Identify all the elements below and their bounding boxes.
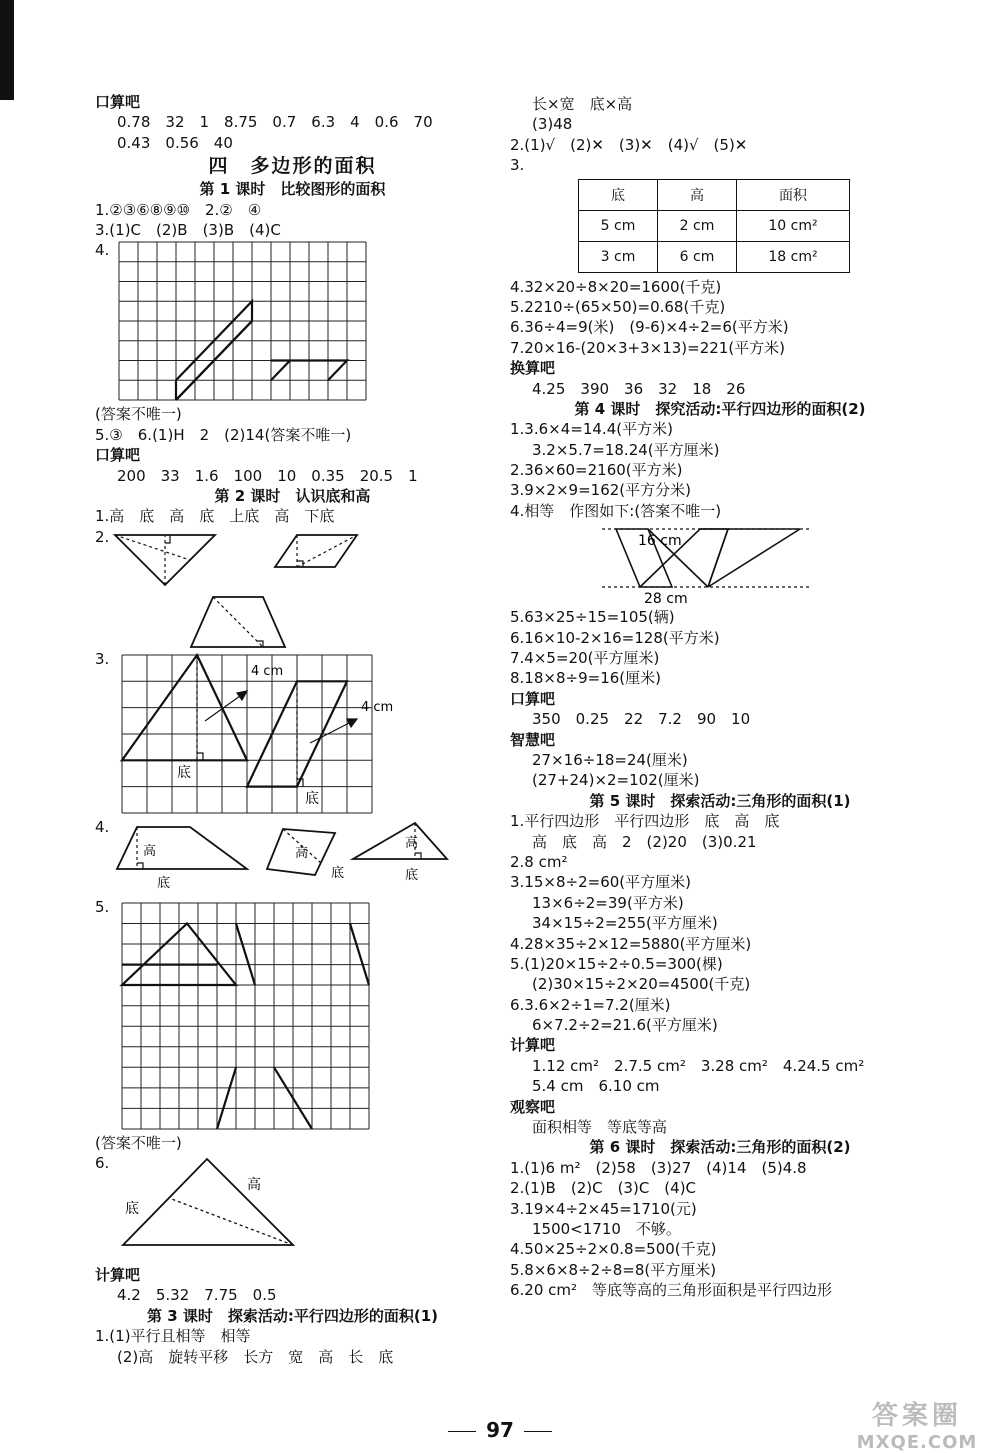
answer-line: 4.32×20÷8×20=1600(千克) (510, 277, 722, 296)
lesson-title: 第 1 课时 比较图形的面积 (199, 180, 386, 199)
note-line: (答案不唯一) (95, 1133, 182, 1152)
answer-line: 高 底 高 2 (2)20 (3)0.21 (532, 832, 757, 851)
question-number: 4. (95, 241, 110, 260)
table-cell: 18 cm² (737, 241, 850, 272)
label-height-2: 高 (295, 845, 309, 861)
answer-line: 2.36×60=2160(平方米) (510, 461, 683, 480)
section-title-mental-math: 口算吧 (95, 446, 141, 465)
answer-line: 3.19×4÷2×45=1710(元) (510, 1199, 697, 1218)
answer-line: 5.2210÷(65×50)=0.68(千克) (510, 297, 726, 316)
answer-line: 1.②③⑥⑧⑨⑩ 2.② ④ (95, 200, 262, 219)
label-height: 高 (247, 1177, 261, 1194)
answer-line: 1.(1)平行且相等 相等 (95, 1327, 251, 1346)
figure-q4-grid (95, 240, 490, 404)
shapes-figure-svg (95, 817, 490, 897)
table-header: 底 (579, 179, 658, 210)
section-title-calculation: 计算吧 (95, 1266, 141, 1285)
grid-figure-svg (95, 240, 490, 404)
answer-line: 7.4×5=20(平方厘米) (510, 649, 660, 668)
lesson-title: 第 3 课时 探索活动:平行四边形的面积(1) (146, 1306, 439, 1325)
figure-q5-grid (95, 897, 490, 1133)
table-cell: 5 cm (579, 210, 658, 241)
answer-line: 6.20 cm² 等底等高的三角形面积是平行四边形 (510, 1281, 833, 1300)
label-base-3: 底 (405, 867, 419, 883)
answer-line: 长×宽 底×高 (532, 95, 633, 113)
answer-line: 5.63×25÷15=105(辆) (510, 608, 675, 627)
section-title-calculation: 计算吧 (510, 1036, 556, 1055)
table-cell: 3 cm (579, 241, 658, 272)
right-column (510, 94, 930, 1301)
table-header: 高 (658, 179, 737, 210)
left-column (95, 92, 490, 1367)
label-base-2: 底 (331, 865, 345, 881)
shapes-figure-svg (95, 527, 490, 649)
page-number-dash-right (524, 1431, 552, 1432)
question-number: 4. (95, 817, 110, 836)
table-cell: 10 cm² (737, 210, 850, 241)
label-height-1: 高 (143, 843, 157, 859)
answer-line: 6.3.6×2÷1=7.2(厘米) (510, 995, 671, 1014)
table-header: 面积 (737, 179, 850, 210)
section-title-conversion: 换算吧 (510, 359, 556, 378)
answer-line: (2)30×15÷2×20=4500(千克) (532, 975, 751, 994)
figure-q6-triangle (95, 1153, 490, 1265)
label-base-1: 底 (157, 875, 171, 891)
lesson-title: 第 4 课时 探究活动:平行四边形的面积(2) (574, 399, 866, 418)
answer-line: 0.43 0.56 40 (117, 133, 233, 152)
answer-line: 8.18×8÷9=16(厘米) (510, 669, 661, 688)
answer-line: 5.4 cm 6.10 cm (532, 1077, 660, 1096)
answer-line: 面积相等 等底等高 (532, 1118, 668, 1137)
watermark-line-2: MXQE.COM (856, 1432, 978, 1453)
answer-line: 3.2×5.7=18.24(平方厘米) (532, 440, 720, 459)
grid-figure-svg (95, 897, 490, 1133)
answer-line: 2.(1)B (2)C (3)C (4)C (510, 1179, 697, 1198)
table-cell: 2 cm (658, 210, 737, 241)
answer-line: 4.28×35÷2×12=5880(平方厘米) (510, 934, 752, 953)
label-28cm: 28 cm (644, 591, 688, 608)
figure-q4-shapes (95, 817, 490, 897)
answer-line: 2.(1)√ (2)✕ (3)✕ (4)√ (5)✕ (510, 135, 748, 154)
answer-line: 6×7.2÷2=21.6(平方厘米) (532, 1016, 718, 1035)
label-16cm: 16 cm (638, 533, 682, 550)
answer-line: 4.2 5.32 7.75 0.5 (117, 1286, 277, 1305)
answer-line: 4.相等 作图如下:(答案不唯一) (510, 501, 722, 520)
label-4cm-a: 4 cm (251, 663, 284, 679)
figure-parallelogram-construction (510, 521, 930, 607)
answer-line: 5.③ 6.(1)H 2 (2)14(答案不唯一) (95, 425, 352, 444)
lesson-title: 第 2 课时 认识底和高 (214, 486, 371, 505)
answer-line: 350 0.25 22 7.2 90 10 (532, 710, 751, 729)
section-title-wisdom: 智慧吧 (510, 730, 556, 749)
answer-table (578, 179, 850, 273)
answer-line: 6.16×10-2×16=128(平方米) (510, 628, 720, 647)
grid-figure-svg (95, 649, 490, 817)
watermark-logo (852, 1395, 982, 1453)
answer-line: 4.25 390 36 32 18 26 (532, 379, 746, 398)
answer-line: 6.36÷4=9(米) (9-6)×4÷2=6(平方米) (510, 318, 789, 337)
figure-q2-shapes (95, 527, 490, 649)
answer-line: 5.8×6×8÷2÷8=8(平方厘米) (510, 1260, 717, 1279)
table-row (579, 210, 850, 241)
answer-line: 3.15×8÷2=60(平方厘米) (510, 873, 691, 892)
section-title-observation: 观察吧 (510, 1097, 556, 1116)
answer-line: 3.9×2×9=162(平方分米) (510, 481, 691, 500)
table-cell: 6 cm (658, 241, 737, 272)
note-line: (答案不唯一) (95, 405, 182, 424)
page-number-dash-left (448, 1431, 476, 1432)
label-base-b: 底 (305, 790, 319, 807)
question-number: 3. (95, 649, 110, 668)
parallelogram-figure-svg (510, 521, 930, 607)
lesson-title: 第 5 课时 探索活动:三角形的面积(1) (589, 791, 851, 810)
label-4cm-b: 4 cm (361, 699, 394, 715)
answer-line: 34×15÷2=255(平方厘米) (532, 914, 718, 933)
answer-line: 5.(1)20×15÷2÷0.5=300(棵) (510, 954, 723, 973)
page-edge-bar (0, 0, 14, 100)
section-title-mental-math: 口算吧 (95, 93, 141, 111)
table-row (579, 241, 850, 272)
answer-line: 1500<1710 不够。 (532, 1219, 681, 1238)
label-base-a: 底 (177, 764, 191, 781)
label-height-3: 高 (405, 835, 419, 851)
table-header-row (579, 179, 850, 210)
answer-line: 3.(1)C (2)B (3)B (4)C (95, 220, 281, 239)
page-number (0, 1418, 1000, 1442)
question-number: 6. (95, 1154, 110, 1173)
figure-q3-grid (95, 649, 490, 817)
section-title-mental-math: 口算吧 (510, 689, 556, 708)
answer-line: 27×16÷18=24(厘米) (532, 750, 688, 769)
chapter-title: 四 多边形的面积 (208, 155, 377, 178)
watermark-line-1: 答案圈 (871, 1401, 962, 1431)
answer-line: 1.12 cm² 2.7.5 cm² 3.28 cm² 4.24.5 cm² (532, 1056, 865, 1075)
page-number-text: 97 (486, 1418, 514, 1442)
question-number: 5. (95, 897, 110, 916)
answer-line: 1.3.6×4=14.4(平方米) (510, 420, 673, 439)
lesson-title: 第 6 课时 探索活动:三角形的面积(2) (589, 1138, 851, 1157)
label-base: 底 (125, 1201, 139, 1218)
answer-line: 200 33 1.6 100 10 0.35 20.5 1 (117, 466, 418, 485)
answer-line: (2)高 旋转平移 长方 宽 高 长 底 (117, 1347, 394, 1366)
triangle-figure-svg (95, 1153, 490, 1265)
answer-line: 7.20×16-(20×3+3×13)=221(平方米) (510, 338, 786, 357)
answer-line: (3)48 (532, 115, 573, 134)
answer-line: 4.50×25÷2×0.8=500(千克) (510, 1240, 717, 1259)
answer-line: 13×6÷2=39(平方米) (532, 893, 684, 912)
answer-line: 1.高 底 高 底 上底 高 下底 (95, 507, 335, 526)
answer-line: 1.(1)6 m² (2)58 (3)27 (4)14 (5)4.8 (510, 1158, 807, 1177)
question-number: 2. (95, 527, 110, 546)
answer-line: 2.8 cm² (510, 852, 568, 871)
question-number: 3. (510, 156, 525, 175)
answer-line: 1.平行四边形 平行四边形 底 高 底 (510, 812, 780, 831)
answer-line: 0.78 32 1 8.75 0.7 6.3 4 0.6 70 (117, 113, 433, 132)
answer-line: (27+24)×2=102(厘米) (532, 771, 700, 790)
